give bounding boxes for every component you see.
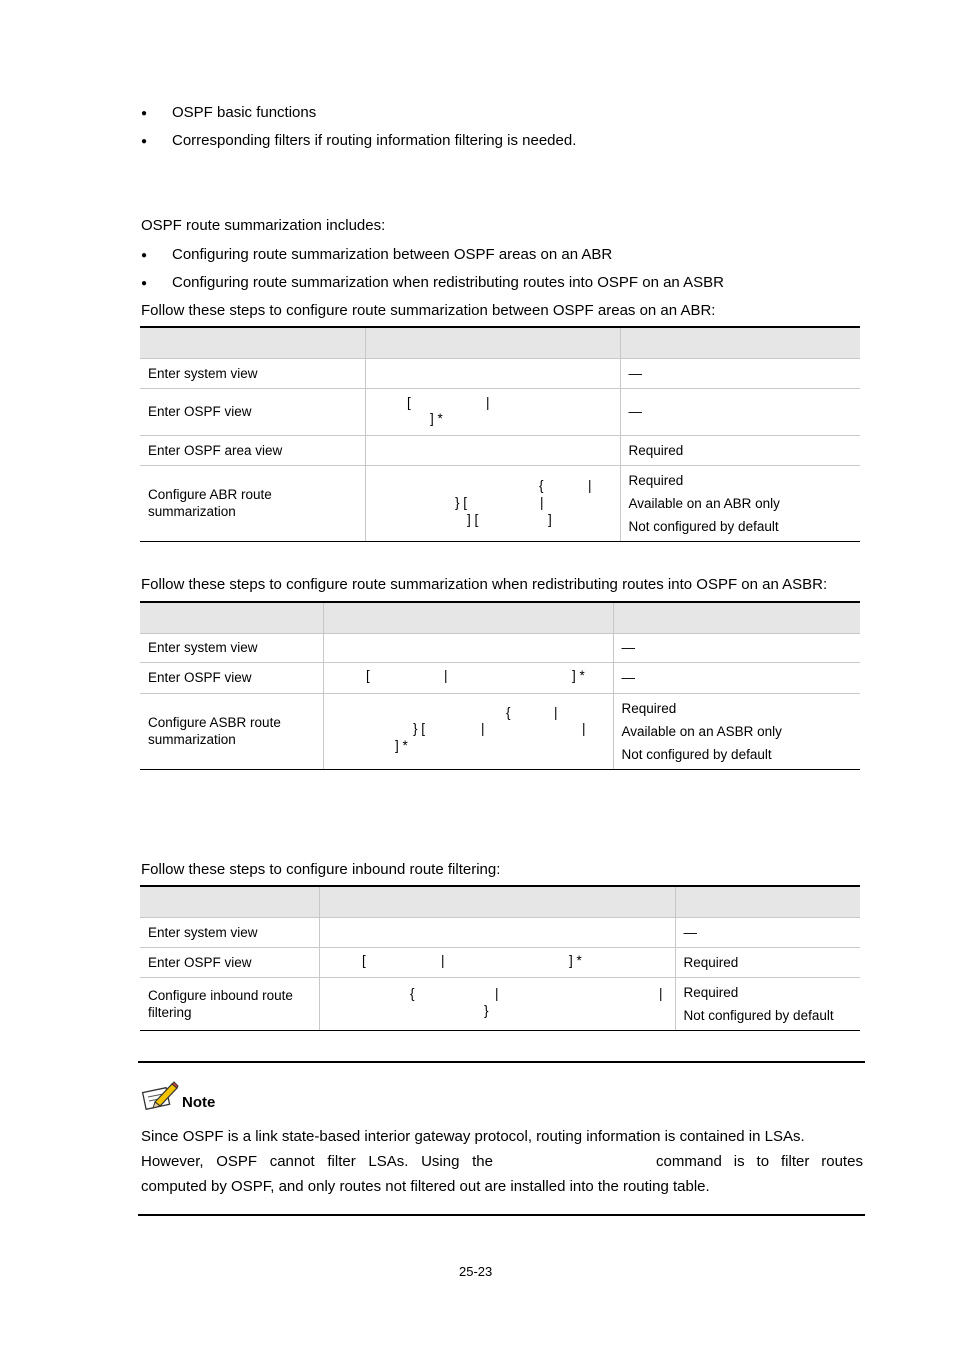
syntax-fragment: |	[495, 986, 499, 1001]
syntax-fragment: ] [	[467, 512, 479, 527]
step-cell: Enter system view	[140, 917, 319, 947]
abr-table	[140, 326, 860, 542]
step-cell: Configure ABR route summarization	[140, 465, 365, 541]
step-cell: Enter system view	[140, 633, 323, 662]
syntax-fragment: {	[539, 478, 544, 493]
table-row	[140, 388, 860, 435]
inbound-lead-text: Follow these steps to configure inbound route filtering:	[141, 861, 501, 878]
bullet-icon: ●	[141, 108, 148, 119]
note-word: LSAs.	[368, 1153, 409, 1170]
table-row	[140, 465, 860, 541]
syntax-fragment: |	[588, 478, 592, 493]
remarks-cell	[620, 465, 860, 541]
table-row	[140, 358, 860, 388]
syntax-fragment: |	[486, 395, 490, 410]
table-row	[140, 662, 860, 693]
remarks-cell: —	[613, 633, 860, 662]
note-word: filter	[780, 1153, 810, 1170]
summarization-intro: OSPF route summarization includes:	[141, 217, 386, 234]
note-word: Using	[421, 1153, 460, 1170]
syntax-fragment: [	[366, 668, 370, 683]
bullet-icon: ●	[141, 250, 148, 261]
remarks-cell: —	[613, 662, 860, 693]
table-row	[140, 435, 860, 465]
page-number: 25-23	[459, 1264, 493, 1279]
note-line-2-tail	[656, 1153, 863, 1171]
step-cell: Enter OSPF view	[140, 388, 365, 435]
note-top-rule	[138, 1061, 865, 1063]
syntax-fragment: ] *	[395, 738, 408, 753]
syntax-fragment: |	[540, 495, 544, 510]
remarks-cell	[613, 693, 860, 769]
note-word: is	[733, 1153, 745, 1170]
note-label: Note	[182, 1094, 216, 1111]
table-header-row	[140, 327, 860, 358]
step-cell: Configure ASBR route summarization	[140, 693, 323, 769]
summarization-bullet-2: Configuring route summarization when redistributing routes into OSPF on an ASBR	[172, 274, 724, 291]
command-cell	[319, 917, 675, 947]
syntax-fragment: } [	[455, 495, 468, 510]
note-pencil-icon	[141, 1080, 179, 1110]
note-word: the	[472, 1153, 493, 1170]
note-word: to	[756, 1153, 770, 1170]
note-line-1: Since OSPF is a link state-based interior gateway protocol, routing information is contained in LSAs.	[141, 1128, 805, 1145]
command-cell	[323, 693, 613, 769]
syntax-fragment: ]	[548, 512, 552, 527]
remarks-cell: Required	[620, 435, 860, 465]
note-line-3: computed by OSPF, and only routes not filtered out are installed into the routing table.	[141, 1178, 710, 1195]
asbr-lead-text: Follow these steps to configure route summarization when redistributing routes into OSPF on an ASBR:	[141, 576, 828, 593]
summarization-bullet-1: Configuring route summarization between OSPF areas on an ABR	[172, 246, 613, 263]
table-row	[140, 633, 860, 662]
syntax-fragment: [	[407, 395, 411, 410]
syntax-fragment: |	[582, 721, 586, 736]
command-cell	[319, 947, 675, 977]
note-line-2	[141, 1153, 493, 1171]
intro-bullet-1: OSPF basic functions	[172, 104, 317, 121]
remark-line: Available on an ABR only	[628, 495, 780, 511]
remark-line: Required	[621, 700, 677, 716]
command-cell	[319, 977, 675, 1030]
step-cell: Enter system view	[140, 358, 365, 388]
step-cell: Enter OSPF view	[140, 947, 319, 977]
note-word: filter	[327, 1153, 356, 1170]
remark-line: Not configured by default	[628, 518, 779, 534]
remark-line: Required	[628, 472, 684, 488]
abr-lead-text: Follow these steps to configure route summarization between OSPF areas on an ABR:	[141, 302, 716, 319]
remarks-cell: —	[620, 388, 860, 435]
remarks-cell	[675, 977, 860, 1030]
table-header-row	[140, 886, 860, 917]
table-row	[140, 977, 860, 1030]
note-word: cannot	[269, 1153, 315, 1170]
syntax-fragment: [	[362, 953, 366, 968]
asbr-table	[140, 601, 860, 770]
command-cell	[365, 388, 620, 435]
bullet-icon: ●	[141, 278, 148, 289]
command-cell	[365, 465, 620, 541]
syntax-fragment: {	[410, 986, 415, 1001]
remark-line: Required	[683, 984, 739, 1000]
bullet-icon: ●	[141, 136, 148, 147]
syntax-fragment: |	[554, 705, 558, 720]
command-cell	[365, 435, 620, 465]
step-cell: Configure inbound route filtering	[140, 977, 319, 1030]
table-row	[140, 693, 860, 769]
syntax-fragment: |	[444, 668, 448, 683]
syntax-fragment: ] *	[430, 411, 443, 426]
syntax-fragment: |	[481, 721, 485, 736]
table-header-row	[140, 602, 860, 633]
note-bottom-rule	[138, 1214, 865, 1216]
remarks-cell: —	[675, 917, 860, 947]
table-row	[140, 947, 860, 977]
syntax-fragment: }	[484, 1003, 489, 1018]
note-word: OSPF	[216, 1153, 258, 1170]
command-cell	[323, 633, 613, 662]
remarks-cell: Required	[675, 947, 860, 977]
remarks-cell: —	[620, 358, 860, 388]
step-cell: Enter OSPF view	[140, 662, 323, 693]
table-row	[140, 917, 860, 947]
syntax-fragment: ] *	[572, 668, 585, 683]
note-word: However,	[141, 1153, 204, 1170]
syntax-fragment: } [	[413, 721, 426, 736]
syntax-fragment: ] *	[569, 953, 582, 968]
syntax-fragment: {	[506, 705, 511, 720]
note-word: command	[656, 1153, 722, 1170]
note-word: routes	[821, 1153, 863, 1170]
step-cell: Enter OSPF area view	[140, 435, 365, 465]
syntax-fragment: |	[659, 986, 663, 1001]
command-cell	[365, 358, 620, 388]
remark-line: Not configured by default	[621, 746, 772, 762]
syntax-fragment: |	[441, 953, 445, 968]
remark-line: Available on an ASBR only	[621, 723, 782, 739]
remark-line: Not configured by default	[683, 1007, 834, 1023]
intro-bullet-2: Corresponding filters if routing information filtering is needed.	[172, 132, 577, 149]
inbound-table	[140, 885, 860, 1031]
